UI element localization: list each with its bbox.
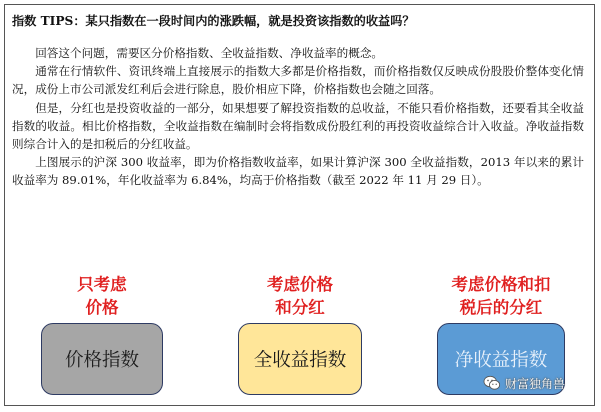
paragraph-1: 回答这个问题，需要区分价格指数、全收益指数、净收益率的概念。 bbox=[35, 46, 384, 60]
label-price-only-line2: 价格 bbox=[85, 298, 119, 317]
paragraph-4: 上图展示的沪深 300 收益率，即为价格指数收益率，如果计算沪深 300 全收益指数，2013 年以来的累计收益率为 89.01%，年化收益率为 6.84%，均高于价格指数（截至 2022 年 11 月 29 日）。 bbox=[12, 155, 584, 188]
label-price-only bbox=[52, 273, 152, 319]
label-price-net-dividend-line2: 税后的分红 bbox=[459, 298, 543, 317]
watermark bbox=[483, 373, 565, 393]
tips-title: 指数 TIPS：某只指数在一段时间内的涨跌幅，就是投资该指数的收益吗？ bbox=[12, 14, 415, 28]
total-return-index-box bbox=[238, 323, 362, 395]
net-return-index-label: 净收益指数 bbox=[454, 350, 548, 371]
label-price-dividend-line1: 考虑价格 bbox=[267, 275, 333, 294]
wechat-icon bbox=[483, 375, 501, 391]
label-price-net-dividend bbox=[425, 273, 577, 319]
watermark-text: 财富独角兽 bbox=[505, 376, 566, 391]
label-price-dividend-line2: 和分红 bbox=[275, 298, 325, 317]
label-price-net-dividend-line1: 考虑价格和扣 bbox=[451, 275, 551, 294]
paragraph-2: 通常在行情软件、资讯终端上直接展示的指数大多都是价格指数，而价格指数仅反映成份股股价整体变化情况，成份上市公司派发红利后会进行除息，股价相应下降，价格指数也会随之回落。 bbox=[12, 64, 584, 97]
price-index-box bbox=[41, 323, 163, 395]
label-price-only-line1: 只考虑 bbox=[77, 275, 127, 294]
total-return-index-label: 全收益指数 bbox=[253, 350, 347, 371]
price-index-label: 价格指数 bbox=[64, 350, 139, 371]
body-text bbox=[12, 44, 584, 190]
label-price-dividend bbox=[240, 273, 360, 319]
paragraph-3: 但是，分红也是投资收益的一部分，如果想要了解投资指数的总收益，不能只看价格指数，还要看其全收益指数的收益。相比价格指数，全收益指数在编制时会将指数成份股红利的再投资收益综合计入收益。净收益指数则综合计入的是扣税后的分红收益。 bbox=[12, 100, 584, 152]
